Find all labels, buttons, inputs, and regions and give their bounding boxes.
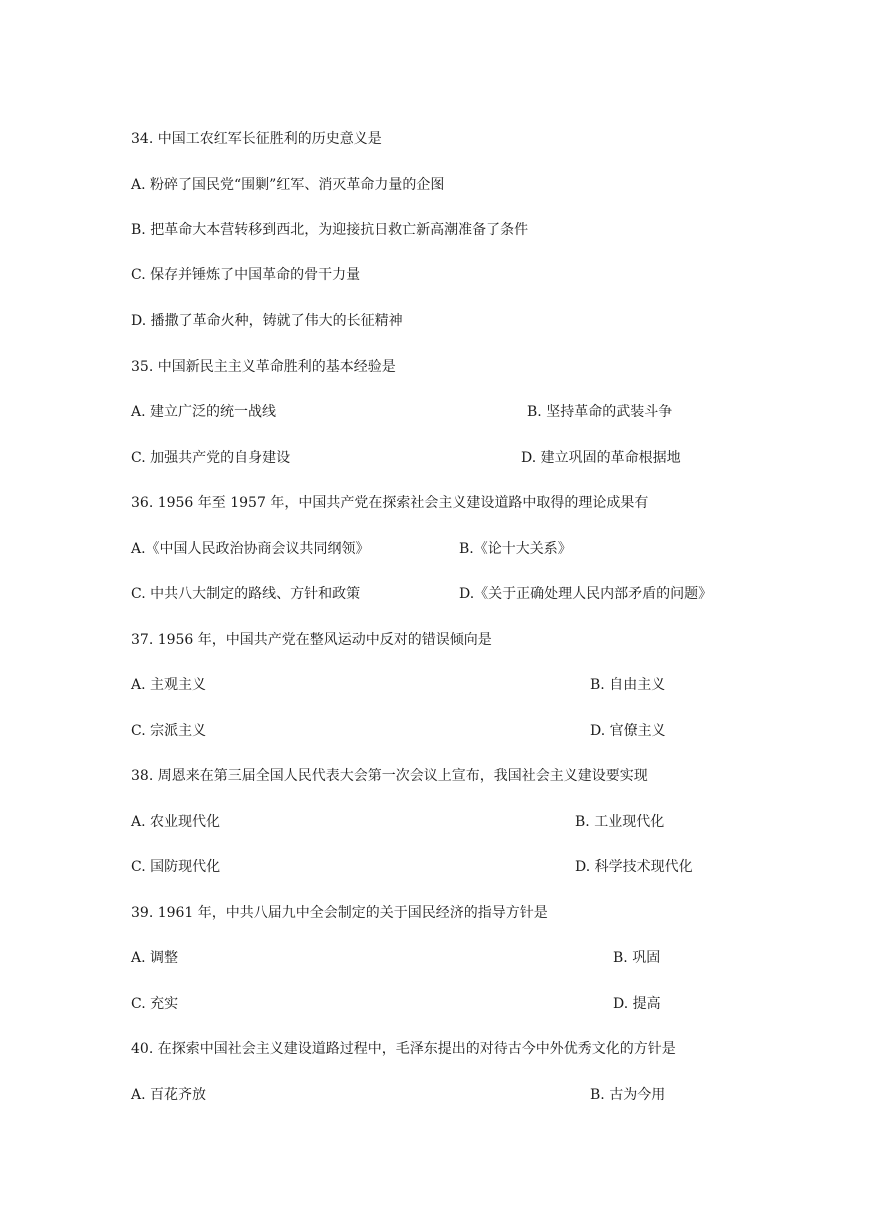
question-35-option-d: D. 建立巩固的革命根据地 (521, 450, 681, 466)
question-36-option-b: B.《论十大关系》 (459, 541, 572, 557)
question-36-stem: 36. 1956 年至 1957 年，中国共产党在探索社会主义建设道路中取得的理论成果有 (131, 495, 649, 511)
question-38-option-c: C. 国防现代化 (131, 859, 221, 875)
question-40-option-a: A. 百花齐放 (131, 1087, 207, 1103)
question-40-stem: 40. 在探索中国社会主义建设道路过程中，毛泽东提出的对待古今中外优秀文化的方针是 (131, 1041, 676, 1057)
question-36-option-a: A.《中国人民政治协商会议共同纲领》 (131, 541, 370, 557)
question-36-option-d: D.《关于正确处理人民内部矛盾的问题》 (459, 586, 713, 602)
question-34-option-c: C. 保存并锤炼了中国革命的骨干力量 (131, 267, 361, 283)
question-34-stem: 34. 中国工农红军长征胜利的历史意义是 (131, 131, 382, 147)
question-36-option-c: C. 中共八大制定的路线、方针和政策 (131, 586, 361, 602)
question-34-option-b: B. 把革命大本营转移到西北，为迎接抗日救亡新高潮准备了条件 (131, 222, 529, 238)
question-38-option-d: D. 科学技术现代化 (575, 859, 693, 875)
question-35-option-a: A. 建立广泛的统一战线 (131, 404, 277, 420)
question-38-option-a: A. 农业现代化 (131, 814, 221, 830)
question-35-option-b: B. 坚持革命的武装斗争 (527, 404, 673, 420)
question-39-option-c: C. 充实 (131, 996, 179, 1012)
question-38-stem: 38. 周恩来在第三届全国人民代表大会第一次会议上宣布，我国社会主义建设要实现 (131, 768, 648, 784)
question-34-option-d: D. 播撒了革命火种，铸就了伟大的长征精神 (131, 313, 403, 329)
question-38-option-b: B. 工业现代化 (575, 814, 665, 830)
question-39-option-d: D. 提高 (613, 996, 661, 1012)
question-37-option-b: B. 自由主义 (590, 677, 666, 693)
question-37-option-c: C. 宗派主义 (131, 723, 207, 739)
question-39-option-b: B. 巩固 (613, 950, 661, 966)
question-35-stem: 35. 中国新民主主义革命胜利的基本经验是 (131, 359, 396, 375)
question-37-option-a: A. 主观主义 (131, 677, 207, 693)
question-39-stem: 39. 1961 年，中共八届九中全会制定的关于国民经济的指导方针是 (131, 905, 548, 921)
question-40-option-b: B. 古为今用 (590, 1087, 666, 1103)
question-39-option-a: A. 调整 (131, 950, 179, 966)
question-34-option-a: A. 粉碎了国民党“围剿”红军、消灭革命力量的企图 (131, 177, 445, 193)
question-37-option-d: D. 官僚主义 (590, 723, 666, 739)
question-35-option-c: C. 加强共产党的自身建设 (131, 450, 291, 466)
question-37-stem: 37. 1956 年，中国共产党在整风运动中反对的错误倾向是 (131, 632, 492, 648)
